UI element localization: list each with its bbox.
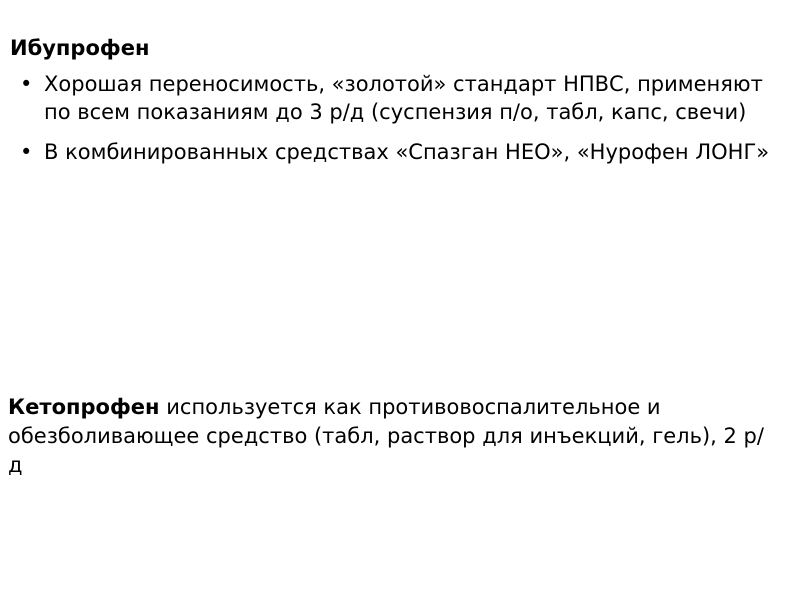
bullet-icon: •	[20, 139, 33, 164]
list-item-text: В комбинированных средствах «Спазган НЕО», «Нурофен ЛОНГ»	[44, 139, 770, 164]
bullet-icon: •	[20, 72, 33, 97]
list-item	[8, 71, 778, 126]
secondary-paragraph-lead: Кетопрофен	[8, 395, 160, 419]
page-title: Ибупрофен	[10, 36, 150, 60]
secondary-paragraph-text: используется как противовоспалительное и обезболивающее средство (табл, раствор для инъекций, гель), 2 р/д	[8, 395, 764, 477]
bullet-list	[8, 71, 778, 166]
list-item-text: Хорошая переносимость, «золотой» стандарт НПВС, применяют по всем показаниям до 3 р/д (суспензия п/о, табл, капс, свечи)	[44, 72, 763, 124]
secondary-paragraph	[8, 393, 778, 480]
list-item	[8, 139, 778, 167]
